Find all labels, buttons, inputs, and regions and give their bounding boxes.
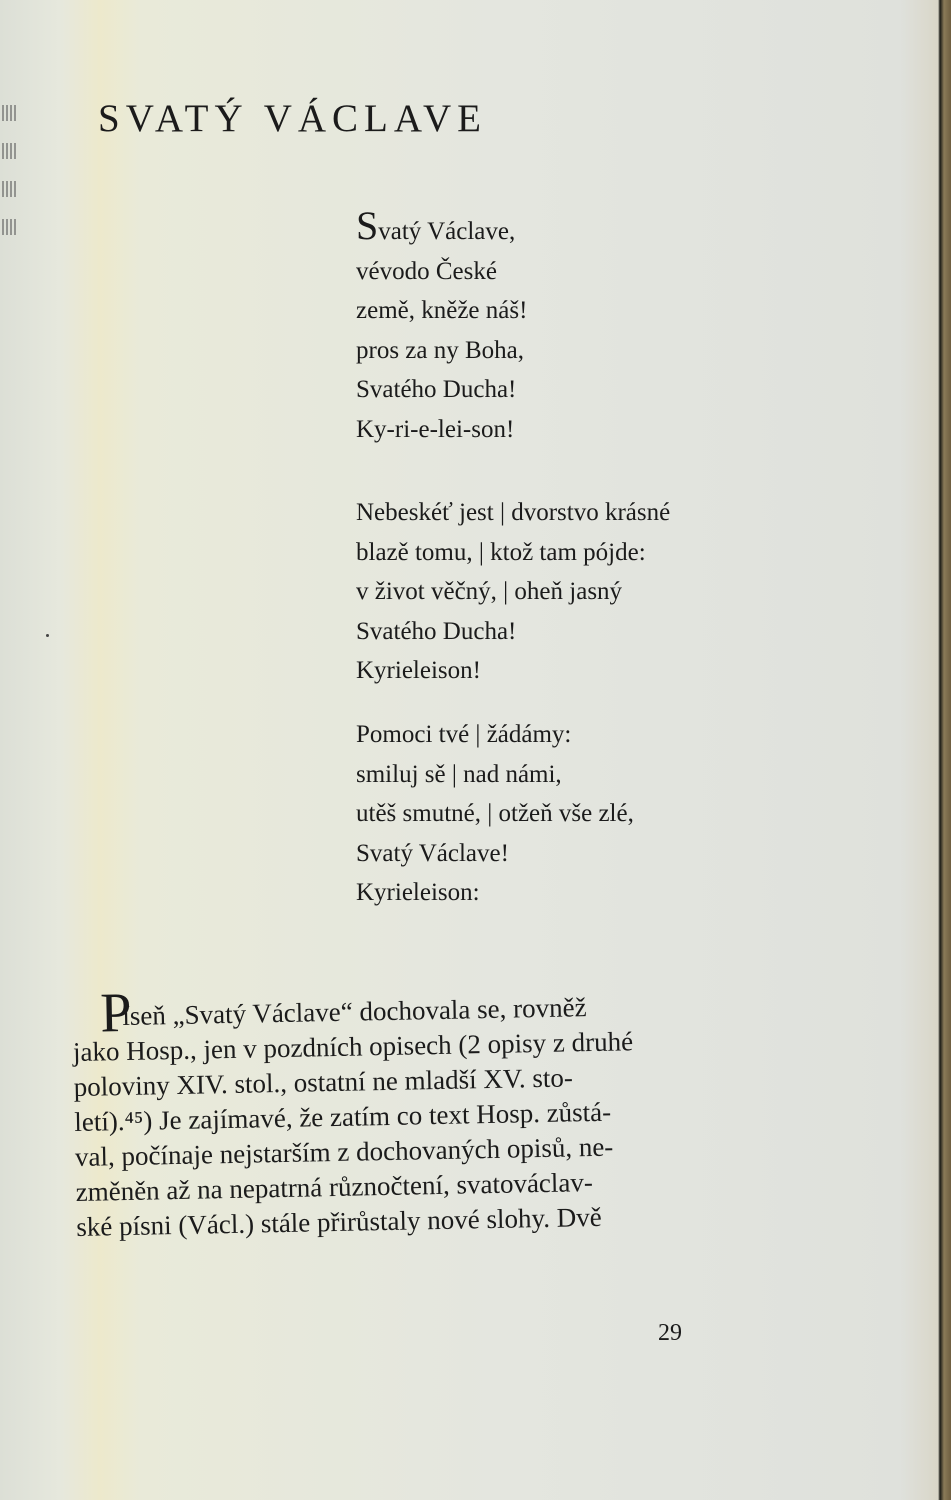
poem-line: smiluj sě | nad námi, [356, 760, 562, 788]
poem-line: Svatý Václave! [356, 839, 509, 867]
poem-line: Kyrieleison: [356, 879, 480, 906]
page-number: 29 [658, 1320, 682, 1346]
drop-cap: S [356, 203, 379, 248]
prose-line: val, počínaje nejstarším z dochovaných opisů, ne- [74, 1131, 614, 1172]
prose-line: poloviny XIV. stol., ostatní ne mladší XV. sto- [73, 1062, 574, 1102]
poem-line: v život věčný, | oheň jasný [356, 578, 623, 605]
poem-stanza-3 [356, 715, 634, 913]
previous-page-bleed-marks [2, 105, 22, 257]
prose-line: změněn až na nepatrná různočtení, svatováclav- [75, 1167, 594, 1207]
poem-line: Ky-ri-e-lei-son! [356, 415, 515, 443]
poem-line: vévodo České [356, 257, 497, 285]
page-title: SVATÝ VÁCLAVE [98, 97, 487, 140]
poem-stanza-2 [356, 493, 670, 691]
prose-line: letí).⁴⁵) Je zajímavé, že zatím co text Hosp. zůstá- [74, 1096, 612, 1137]
poem-line: Pomoci tvé | žádámy: [356, 721, 572, 748]
prose-line: ské písni (Václ.) stále přirůstaly nové slohy. Dvě [76, 1201, 602, 1242]
prose-line: jako Hosp., jen v pozdních opisech (2 opisy z druhé [72, 1026, 634, 1067]
poem-line: utěš smutné, | otžeň vše zlé, [356, 800, 634, 827]
poem-line: pros za ny Boha, [356, 336, 525, 364]
poem-line: Kyrieleison! [356, 657, 481, 684]
poem-line: Nebeskéť jest | dvorstvo krásné [356, 499, 671, 526]
poem-line: blazě tomu, | ktož tam pójde: [356, 538, 646, 566]
poem-stanza-1 [356, 203, 528, 449]
poem-line: země, kněže náš! [356, 297, 528, 324]
poem-line: Svatého Ducha! [356, 617, 517, 645]
poem-line: Svatý Václave, [356, 203, 516, 248]
drop-cap: P [99, 981, 133, 1045]
prose-paragraph [72, 981, 767, 1245]
prose-line: íseň „Svatý Václave“ dochovala se, rovněž [122, 992, 587, 1032]
poem-line: Svatého Ducha! [356, 376, 517, 403]
paper-speck [46, 634, 49, 637]
